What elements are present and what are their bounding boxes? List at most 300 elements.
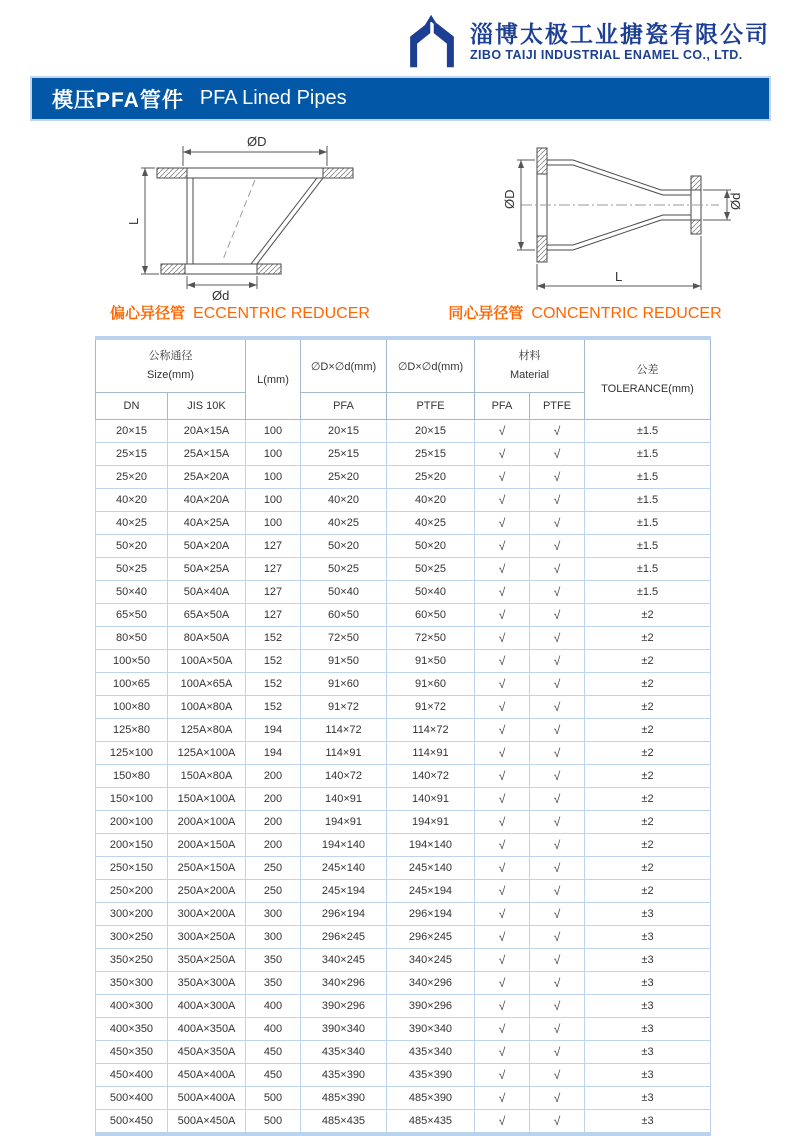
cell-tol: ±2 <box>585 788 711 811</box>
cell-tol: ±2 <box>585 880 711 903</box>
cell-tol: ±3 <box>585 995 711 1018</box>
cell-jis: 65A×50A <box>168 604 246 627</box>
cell-ptfe_mat: √ <box>530 834 585 857</box>
cell-ptfe_dim: 140×91 <box>387 788 475 811</box>
cell-pfa_dim: 114×91 <box>301 742 387 765</box>
cell-pfa_dim: 91×60 <box>301 673 387 696</box>
table-row <box>96 788 711 811</box>
cell-l: 200 <box>246 811 301 834</box>
cell-tol: ±3 <box>585 1087 711 1110</box>
subheader-jis: JIS 10K <box>168 393 246 420</box>
table-row <box>96 926 711 949</box>
cell-l: 152 <box>246 650 301 673</box>
cell-pfa_dim: 50×20 <box>301 535 387 558</box>
cell-l: 127 <box>246 581 301 604</box>
cell-ptfe_dim: 245×194 <box>387 880 475 903</box>
cell-jis: 125A×100A <box>168 742 246 765</box>
cell-ptfe_dim: 435×390 <box>387 1064 475 1087</box>
cell-jis: 150A×80A <box>168 765 246 788</box>
table-row <box>96 1110 711 1135</box>
cell-ptfe_mat: √ <box>530 1064 585 1087</box>
cell-tol: ±2 <box>585 627 711 650</box>
cell-l: 450 <box>246 1064 301 1087</box>
dim-label-Od: Ød <box>728 192 743 210</box>
cell-ptfe_dim: 435×340 <box>387 1041 475 1064</box>
cell-pfa_dim: 485×390 <box>301 1087 387 1110</box>
cell-pfa_dim: 50×40 <box>301 581 387 604</box>
cell-dn: 100×80 <box>96 696 168 719</box>
table-row <box>96 857 711 880</box>
caption-concentric-cn: 同心异径管 <box>448 305 524 322</box>
cell-dn: 450×350 <box>96 1041 168 1064</box>
cell-pfa_mat: √ <box>475 1041 530 1064</box>
cell-tol: ±2 <box>585 650 711 673</box>
cell-jis: 25A×15A <box>168 443 246 466</box>
cell-jis: 100A×50A <box>168 650 246 673</box>
cell-ptfe_mat: √ <box>530 742 585 765</box>
subheader-ptfe-mat: PTFE <box>530 393 585 420</box>
cell-dn: 100×50 <box>96 650 168 673</box>
cell-pfa_mat: √ <box>475 788 530 811</box>
cell-ptfe_mat: √ <box>530 1087 585 1110</box>
cell-dn: 300×250 <box>96 926 168 949</box>
table-row <box>96 420 711 443</box>
cell-dn: 350×300 <box>96 972 168 995</box>
cell-l: 100 <box>246 489 301 512</box>
cell-pfa_mat: √ <box>475 834 530 857</box>
cell-ptfe_mat: √ <box>530 857 585 880</box>
cell-l: 450 <box>246 1041 301 1064</box>
cell-pfa_dim: 25×15 <box>301 443 387 466</box>
cell-pfa_mat: √ <box>475 581 530 604</box>
cell-jis: 350A×300A <box>168 972 246 995</box>
cell-ptfe_mat: √ <box>530 696 585 719</box>
cell-pfa_dim: 114×72 <box>301 719 387 742</box>
cell-dn: 100×65 <box>96 673 168 696</box>
table-row <box>96 949 711 972</box>
table-row <box>96 1064 711 1087</box>
cell-l: 200 <box>246 788 301 811</box>
cell-pfa_dim: 435×340 <box>301 1041 387 1064</box>
cell-jis: 125A×80A <box>168 719 246 742</box>
cell-dn: 65×50 <box>96 604 168 627</box>
cell-tol: ±3 <box>585 949 711 972</box>
cell-pfa_mat: √ <box>475 857 530 880</box>
cell-dn: 300×200 <box>96 903 168 926</box>
cell-l: 400 <box>246 995 301 1018</box>
company-name-block <box>470 20 770 63</box>
cell-ptfe_mat: √ <box>530 972 585 995</box>
cell-dn: 500×400 <box>96 1087 168 1110</box>
cell-pfa_mat: √ <box>475 535 530 558</box>
cell-jis: 25A×20A <box>168 466 246 489</box>
table-row <box>96 811 711 834</box>
cell-ptfe_dim: 485×390 <box>387 1087 475 1110</box>
cell-ptfe_mat: √ <box>530 788 585 811</box>
cell-l: 500 <box>246 1087 301 1110</box>
company-logo-icon <box>404 13 460 69</box>
cell-pfa_dim: 245×140 <box>301 857 387 880</box>
cell-pfa_dim: 435×390 <box>301 1064 387 1087</box>
cell-tol: ±1.5 <box>585 420 711 443</box>
header-dxd-pfa: ∅D×∅d(mm) <box>301 338 387 393</box>
cell-jis: 150A×100A <box>168 788 246 811</box>
cell-pfa_dim: 40×20 <box>301 489 387 512</box>
cell-ptfe_dim: 40×25 <box>387 512 475 535</box>
spec-table <box>95 336 711 1136</box>
cell-ptfe_dim: 245×140 <box>387 857 475 880</box>
cell-jis: 100A×65A <box>168 673 246 696</box>
cell-pfa_dim: 140×72 <box>301 765 387 788</box>
cell-dn: 50×40 <box>96 581 168 604</box>
cell-dn: 50×25 <box>96 558 168 581</box>
cell-dn: 125×80 <box>96 719 168 742</box>
table-row <box>96 696 711 719</box>
cell-l: 400 <box>246 1018 301 1041</box>
cell-ptfe_mat: √ <box>530 673 585 696</box>
cell-pfa_dim: 50×25 <box>301 558 387 581</box>
cell-pfa_mat: √ <box>475 1064 530 1087</box>
table-row <box>96 834 711 857</box>
cell-pfa_dim: 390×340 <box>301 1018 387 1041</box>
cell-ptfe_dim: 72×50 <box>387 627 475 650</box>
cell-ptfe_dim: 114×72 <box>387 719 475 742</box>
cell-pfa_mat: √ <box>475 742 530 765</box>
cell-ptfe_mat: √ <box>530 1110 585 1135</box>
cell-tol: ±2 <box>585 857 711 880</box>
cell-pfa_mat: √ <box>475 972 530 995</box>
cell-pfa_mat: √ <box>475 489 530 512</box>
cell-l: 127 <box>246 535 301 558</box>
table-row <box>96 972 711 995</box>
dim-label-L: L <box>126 217 141 225</box>
header-material-group <box>475 338 585 393</box>
cell-dn: 350×250 <box>96 949 168 972</box>
cell-pfa_mat: √ <box>475 995 530 1018</box>
cell-pfa_mat: √ <box>475 696 530 719</box>
cell-tol: ±1.5 <box>585 512 711 535</box>
cell-ptfe_dim: 194×140 <box>387 834 475 857</box>
cell-tol: ±3 <box>585 926 711 949</box>
cell-pfa_mat: √ <box>475 512 530 535</box>
cell-tol: ±3 <box>585 972 711 995</box>
cell-ptfe_mat: √ <box>530 995 585 1018</box>
cell-ptfe_mat: √ <box>530 443 585 466</box>
table-row <box>96 627 711 650</box>
dim-label-Od: Ød <box>212 288 230 303</box>
cell-jis: 400A×300A <box>168 995 246 1018</box>
cell-ptfe_dim: 25×15 <box>387 443 475 466</box>
cell-pfa_mat: √ <box>475 1087 530 1110</box>
cell-l: 300 <box>246 903 301 926</box>
cell-dn: 25×20 <box>96 466 168 489</box>
cell-tol: ±1.5 <box>585 489 711 512</box>
cell-l: 200 <box>246 834 301 857</box>
cell-l: 100 <box>246 512 301 535</box>
cell-tol: ±3 <box>585 1110 711 1135</box>
cell-pfa_mat: √ <box>475 650 530 673</box>
table-row <box>96 558 711 581</box>
cell-jis: 20A×15A <box>168 420 246 443</box>
cell-l: 127 <box>246 604 301 627</box>
cell-tol: ±2 <box>585 604 711 627</box>
cell-tol: ±2 <box>585 673 711 696</box>
cell-pfa_mat: √ <box>475 627 530 650</box>
table-row <box>96 1041 711 1064</box>
header-dxd-ptfe: ∅D×∅d(mm) <box>387 338 475 393</box>
cell-jis: 200A×150A <box>168 834 246 857</box>
cell-pfa_dim: 390×296 <box>301 995 387 1018</box>
cell-jis: 500A×450A <box>168 1110 246 1135</box>
cell-ptfe_mat: √ <box>530 489 585 512</box>
cell-ptfe_dim: 91×72 <box>387 696 475 719</box>
cell-pfa_dim: 72×50 <box>301 627 387 650</box>
cell-tol: ±1.5 <box>585 581 711 604</box>
cell-jis: 100A×80A <box>168 696 246 719</box>
table-row <box>96 719 711 742</box>
cell-ptfe_mat: √ <box>530 880 585 903</box>
cell-ptfe_mat: √ <box>530 604 585 627</box>
cell-tol: ±1.5 <box>585 443 711 466</box>
table-row <box>96 489 711 512</box>
header-size-cn: 公称通径 <box>148 350 193 363</box>
banner-title-en: PFA Lined Pipes <box>199 87 347 109</box>
cell-pfa_dim: 296×194 <box>301 903 387 926</box>
cell-pfa_mat: √ <box>475 880 530 903</box>
cell-ptfe_dim: 140×72 <box>387 765 475 788</box>
figure-eccentric-reducer <box>105 132 405 304</box>
cell-ptfe_dim: 50×25 <box>387 558 475 581</box>
caption-eccentric-reducer <box>80 302 400 323</box>
subheader-pfa-dim: PFA <box>301 393 387 420</box>
cell-ptfe_mat: √ <box>530 811 585 834</box>
cell-ptfe_dim: 20×15 <box>387 420 475 443</box>
header-length: L(mm) <box>246 338 301 420</box>
cell-ptfe_dim: 114×91 <box>387 742 475 765</box>
cell-pfa_mat: √ <box>475 604 530 627</box>
cell-pfa_dim: 340×296 <box>301 972 387 995</box>
cell-tol: ±3 <box>585 1018 711 1041</box>
cell-ptfe_mat: √ <box>530 420 585 443</box>
header-tolerance <box>585 338 711 420</box>
spec-table-body <box>96 420 711 1135</box>
cell-dn: 150×100 <box>96 788 168 811</box>
table-row <box>96 1087 711 1110</box>
cell-pfa_dim: 194×91 <box>301 811 387 834</box>
cell-jis: 40A×20A <box>168 489 246 512</box>
cell-ptfe_dim: 485×435 <box>387 1110 475 1135</box>
cell-l: 194 <box>246 719 301 742</box>
dim-label-L: L <box>615 269 623 284</box>
cell-dn: 250×150 <box>96 857 168 880</box>
cell-jis: 200A×100A <box>168 811 246 834</box>
cell-jis: 250A×200A <box>168 880 246 903</box>
cell-ptfe_mat: √ <box>530 1041 585 1064</box>
caption-eccentric-en: ECCENTRIC REDUCER <box>193 305 370 322</box>
cell-ptfe_dim: 50×40 <box>387 581 475 604</box>
cell-pfa_mat: √ <box>475 558 530 581</box>
cell-ptfe_dim: 194×91 <box>387 811 475 834</box>
cell-tol: ±3 <box>585 1041 711 1064</box>
cell-ptfe_dim: 91×50 <box>387 650 475 673</box>
cell-dn: 250×200 <box>96 880 168 903</box>
cell-jis: 500A×400A <box>168 1087 246 1110</box>
cell-l: 500 <box>246 1110 301 1135</box>
cell-tol: ±2 <box>585 834 711 857</box>
cell-tol: ±3 <box>585 903 711 926</box>
cell-dn: 400×350 <box>96 1018 168 1041</box>
cell-ptfe_dim: 340×296 <box>387 972 475 995</box>
cell-tol: ±2 <box>585 765 711 788</box>
cell-pfa_dim: 25×20 <box>301 466 387 489</box>
cell-ptfe_mat: √ <box>530 650 585 673</box>
cell-tol: ±2 <box>585 696 711 719</box>
table-row <box>96 466 711 489</box>
caption-eccentric-cn: 偏心异径管 <box>110 305 186 322</box>
cell-pfa_mat: √ <box>475 443 530 466</box>
cell-pfa_dim: 340×245 <box>301 949 387 972</box>
cell-pfa_dim: 296×245 <box>301 926 387 949</box>
table-row <box>96 1018 711 1041</box>
cell-pfa_dim: 140×91 <box>301 788 387 811</box>
cell-pfa_mat: √ <box>475 719 530 742</box>
cell-ptfe_dim: 340×245 <box>387 949 475 972</box>
company-name-cn: 淄博太极工业搪瓷有限公司 <box>470 20 770 47</box>
section-banner <box>30 76 771 121</box>
subheader-ptfe-dim: PTFE <box>387 393 475 420</box>
cell-pfa_dim: 60×50 <box>301 604 387 627</box>
cell-jis: 450A×400A <box>168 1064 246 1087</box>
dim-label-OD: ØD <box>247 134 267 149</box>
cell-l: 194 <box>246 742 301 765</box>
cell-pfa_mat: √ <box>475 673 530 696</box>
cell-jis: 450A×350A <box>168 1041 246 1064</box>
banner-title-cn: 模压PFA管件 <box>52 88 184 112</box>
table-row <box>96 650 711 673</box>
caption-concentric-en: CONCENTRIC REDUCER <box>531 305 722 322</box>
cell-tol: ±3 <box>585 1064 711 1087</box>
cell-pfa_mat: √ <box>475 926 530 949</box>
cell-dn: 200×150 <box>96 834 168 857</box>
cell-pfa_dim: 91×72 <box>301 696 387 719</box>
table-row <box>96 673 711 696</box>
cell-pfa_mat: √ <box>475 1018 530 1041</box>
cell-ptfe_dim: 25×20 <box>387 466 475 489</box>
cell-tol: ±2 <box>585 811 711 834</box>
cell-ptfe_dim: 40×20 <box>387 489 475 512</box>
cell-tol: ±1.5 <box>585 535 711 558</box>
table-row <box>96 581 711 604</box>
cell-l: 250 <box>246 857 301 880</box>
cell-jis: 350A×250A <box>168 949 246 972</box>
cell-l: 350 <box>246 949 301 972</box>
cell-ptfe_dim: 390×296 <box>387 995 475 1018</box>
cell-jis: 50A×25A <box>168 558 246 581</box>
cell-l: 152 <box>246 627 301 650</box>
cell-l: 300 <box>246 926 301 949</box>
cell-pfa_mat: √ <box>475 765 530 788</box>
cell-tol: ±1.5 <box>585 558 711 581</box>
cell-pfa_mat: √ <box>475 949 530 972</box>
cell-l: 200 <box>246 765 301 788</box>
cell-ptfe_dim: 60×50 <box>387 604 475 627</box>
dim-label-OD: ØD <box>502 189 517 209</box>
cell-ptfe_mat: √ <box>530 581 585 604</box>
cell-l: 100 <box>246 443 301 466</box>
cell-ptfe_mat: √ <box>530 1018 585 1041</box>
cell-ptfe_mat: √ <box>530 719 585 742</box>
cell-l: 152 <box>246 696 301 719</box>
cell-jis: 300A×200A <box>168 903 246 926</box>
cell-ptfe_mat: √ <box>530 765 585 788</box>
header-material-cn: 材料 <box>518 350 541 363</box>
cell-jis: 300A×250A <box>168 926 246 949</box>
cell-jis: 50A×40A <box>168 581 246 604</box>
cell-jis: 250A×150A <box>168 857 246 880</box>
cell-dn: 40×20 <box>96 489 168 512</box>
cell-pfa_dim: 20×15 <box>301 420 387 443</box>
cell-dn: 125×100 <box>96 742 168 765</box>
header-size-group <box>96 338 246 393</box>
cell-ptfe_mat: √ <box>530 512 585 535</box>
header-material-en: Material <box>509 369 550 381</box>
cell-ptfe_mat: √ <box>530 926 585 949</box>
cell-dn: 200×100 <box>96 811 168 834</box>
subheader-pfa-mat: PFA <box>475 393 530 420</box>
cell-jis: 40A×25A <box>168 512 246 535</box>
cell-tol: ±1.5 <box>585 466 711 489</box>
cell-ptfe_dim: 50×20 <box>387 535 475 558</box>
table-row <box>96 995 711 1018</box>
cell-dn: 50×20 <box>96 535 168 558</box>
cell-ptfe_dim: 296×194 <box>387 903 475 926</box>
cell-tol: ±2 <box>585 742 711 765</box>
cell-ptfe_mat: √ <box>530 535 585 558</box>
company-name-en: ZIBO TAIJI INDUSTRIAL ENAMEL CO., LTD. <box>470 48 743 63</box>
header-tolerance-cn: 公差 <box>636 363 659 376</box>
cell-dn: 25×15 <box>96 443 168 466</box>
cell-dn: 400×300 <box>96 995 168 1018</box>
cell-ptfe_mat: √ <box>530 627 585 650</box>
cell-l: 250 <box>246 880 301 903</box>
cell-l: 152 <box>246 673 301 696</box>
figure-concentric-reducer <box>475 130 765 302</box>
cell-dn: 500×450 <box>96 1110 168 1135</box>
cell-ptfe_mat: √ <box>530 558 585 581</box>
table-row <box>96 880 711 903</box>
cell-jis: 80A×50A <box>168 627 246 650</box>
cell-l: 350 <box>246 972 301 995</box>
header-tolerance-en: TOLERANCE(mm) <box>601 382 694 395</box>
caption-concentric-reducer <box>425 302 745 323</box>
cell-ptfe_mat: √ <box>530 466 585 489</box>
cell-pfa_mat: √ <box>475 903 530 926</box>
cell-dn: 150×80 <box>96 765 168 788</box>
cell-ptfe_dim: 91×60 <box>387 673 475 696</box>
header-size-en: Size(mm) <box>146 369 195 381</box>
cell-pfa_mat: √ <box>475 811 530 834</box>
table-row <box>96 903 711 926</box>
table-row <box>96 512 711 535</box>
table-row <box>96 443 711 466</box>
cell-pfa_mat: √ <box>475 466 530 489</box>
cell-jis: 50A×20A <box>168 535 246 558</box>
cell-pfa_dim: 91×50 <box>301 650 387 673</box>
table-row <box>96 535 711 558</box>
cell-pfa_mat: √ <box>475 420 530 443</box>
cell-jis: 400A×350A <box>168 1018 246 1041</box>
cell-pfa_dim: 485×435 <box>301 1110 387 1135</box>
